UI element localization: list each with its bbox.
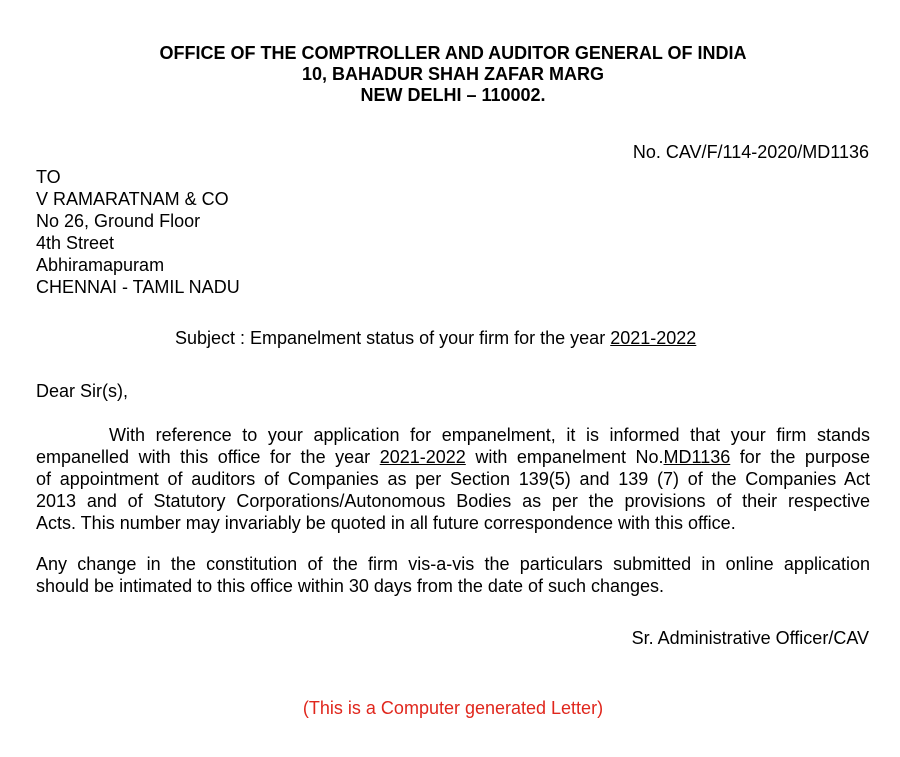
para1-line-2-text-a: empanelled with this office for the year: [36, 447, 380, 467]
para1-line-3: of appointment of auditors of Companies as per Section 139(5) and 139 (7) of the Companies Act: [36, 469, 870, 489]
header-street: 10, BAHADUR SHAH ZAFAR MARG: [301, 64, 604, 84]
reference-number: No. CAV/F/114-2020/MD1136: [632, 142, 869, 162]
header-office-name: OFFICE OF THE COMPTROLLER AND AUDITOR GENERAL OF INDIA: [159, 43, 747, 63]
para1-line-1: With reference to your application for empanelment, it is informed that your firm stands: [109, 425, 870, 445]
address-line-3: Abhiramapuram: [36, 255, 165, 275]
empanelment-year: 2021-2022: [379, 447, 466, 467]
body-paragraph-1: [36, 424, 870, 534]
address-line-4: CHENNAI - TAMIL NADU: [36, 277, 240, 297]
subject-prefix: Subject : Empanelment status of your firm for the year: [175, 328, 611, 348]
address-line-1: No 26, Ground Floor: [36, 211, 201, 231]
address-name: V RAMARATNAM & CO: [36, 189, 229, 209]
salutation: Dear Sir(s),: [36, 381, 129, 401]
para1-line-5: Acts. This number may invariably be quoted in all future correspondence with this office.: [36, 513, 736, 533]
address-line-2: 4th Street: [36, 233, 115, 253]
para1-line-2-text-c: for the purpose: [730, 447, 870, 467]
para1-line-2-text-b: with empanelment No.: [465, 447, 664, 467]
header-city: NEW DELHI – 110002.: [360, 85, 546, 105]
para2-line-1: Any change in the constitution of the firm vis-a-vis the particulars submitted in online application: [36, 554, 870, 574]
subject-line: [175, 327, 696, 349]
para2-line-2: should be intimated to this office within 30 days from the date of such changes.: [36, 576, 665, 596]
para1-line-4: 2013 and of Statutory Corporations/Autonomous Bodies as per the provisions of their respective: [36, 491, 870, 511]
para1-line-2: [36, 446, 870, 468]
computer-generated-note: (This is a Computer generated Letter): [302, 698, 604, 718]
recipient-address: [36, 166, 240, 298]
letter-header: [0, 43, 900, 106]
body-paragraph-2: [36, 553, 870, 597]
subject-year: 2021-2022: [610, 328, 697, 348]
address-to: TO: [36, 167, 61, 187]
empanelment-number: MD1136: [663, 447, 731, 467]
signature-designation: Sr. Administrative Officer/CAV: [631, 628, 869, 648]
